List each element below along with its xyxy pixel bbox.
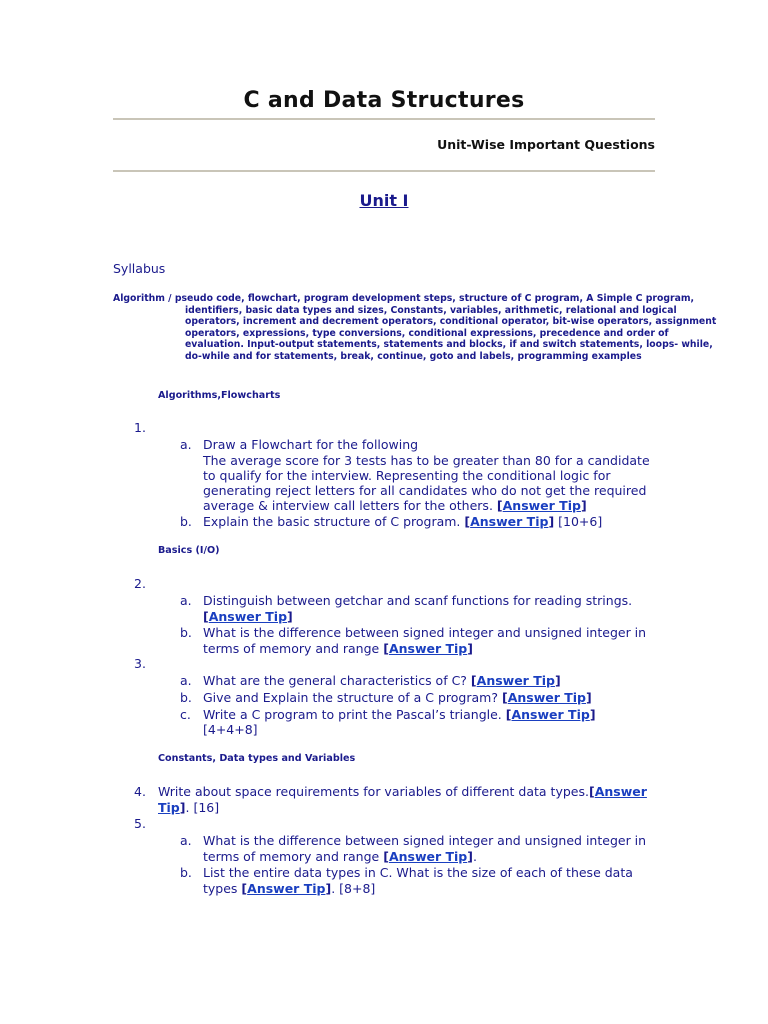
q2b-last-line: terms of memory and range [Answer Tip] bbox=[203, 641, 473, 656]
answer-tip-link[interactable]: Answer Tip bbox=[507, 690, 587, 705]
q3c-line: Write a C program to print the Pascal’s triangle. [Answer Tip] bbox=[203, 707, 596, 722]
answer-tip-link[interactable]: Answer Tip bbox=[388, 849, 468, 864]
q1a-last-line: average & interview call letters for the others. [Answer Tip] bbox=[203, 498, 587, 513]
q1b-text: Explain the basic structure of C program. bbox=[203, 514, 461, 529]
section-heading-basics: Basics (I/O) bbox=[158, 545, 220, 556]
section-heading-algorithms: Algorithms,Flowcharts bbox=[158, 390, 281, 401]
q3b-text: Give and Explain the structure of a C program? bbox=[203, 690, 498, 705]
question-number: 4. bbox=[134, 784, 146, 799]
q1-marks: [10+6] bbox=[558, 514, 603, 529]
q3-marks: [4+4+8] bbox=[203, 722, 258, 737]
q5-marks: [8+8] bbox=[339, 881, 376, 896]
q2a-tip-line: [Answer Tip] bbox=[203, 609, 293, 624]
title-divider bbox=[113, 118, 655, 120]
question-number: 2. bbox=[134, 576, 146, 591]
answer-tip-link[interactable]: Answer Tip bbox=[247, 881, 326, 896]
q5b-text: types bbox=[203, 881, 238, 896]
answer-tip-link[interactable]: Answer bbox=[594, 784, 647, 799]
question-number: 3. bbox=[134, 656, 146, 671]
q4-line: Tip]. [16] bbox=[158, 800, 220, 815]
subtitle-divider bbox=[113, 170, 655, 172]
answer-tip-link[interactable]: Answer Tip bbox=[476, 673, 555, 688]
q3c-text: Write a C program to print the Pascal’s triangle. bbox=[203, 707, 502, 722]
unit-heading-link[interactable]: Unit I bbox=[359, 191, 409, 210]
sub-question-letter: a. bbox=[180, 593, 192, 608]
sub-question-letter: b. bbox=[180, 514, 192, 529]
answer-tip-link[interactable]: Tip bbox=[158, 800, 180, 815]
answer-tip-link[interactable]: Answer Tip bbox=[502, 498, 581, 513]
q2b-line: What is the difference between signed integer and unsigned integer in bbox=[203, 625, 647, 640]
q5a-last-line: terms of memory and range [Answer Tip]. bbox=[203, 849, 477, 864]
q3a-line: What are the general characteristics of C? [Answer Tip] bbox=[203, 673, 561, 688]
q3b-line: Give and Explain the structure of a C program? [Answer Tip] bbox=[203, 690, 592, 705]
q1a-line: Draw a Flowchart for the following bbox=[203, 437, 419, 452]
sub-question-letter: b. bbox=[180, 865, 192, 880]
answer-tip-link[interactable]: Answer Tip bbox=[388, 641, 468, 656]
q1a-text: average & interview call letters for the others. bbox=[203, 498, 493, 513]
syllabus-text: Algorithm / pseudo code, flowchart, program development steps, structure of C program, A Simple C program, identifiers, basic data types and sizes, Constants, variables, arithmetic, relational and logical operators, increment and decrement operators, conditional operator, bit-wise operators, assignment operators, expressions, type conversions, conditional expressions, precedence and order of evaluation. Input-output statements, statements and blocks, if and switch statements, loops- while, do-while and for statements, break, continue, goto and labels, programming examples bbox=[113, 293, 717, 362]
sub-question-letter: a. bbox=[180, 833, 192, 848]
q1a-line: to qualify for the interview. Representing the conditional logic for bbox=[203, 468, 611, 483]
q5a-text: terms of memory and range bbox=[203, 849, 380, 864]
q1a-line: generating reject letters for all candidates who do not get the required bbox=[203, 483, 647, 498]
q2a-text: Distinguish between getchar and scanf functions for reading strings. bbox=[203, 593, 633, 608]
q5b-last-line: types [Answer Tip]. [8+8] bbox=[203, 881, 376, 896]
answer-tip-link[interactable]: Answer Tip bbox=[208, 609, 288, 624]
syllabus-heading: Syllabus bbox=[113, 261, 166, 276]
document-subtitle: Unit-Wise Important Questions bbox=[437, 137, 655, 152]
answer-tip-link[interactable]: Answer Tip bbox=[470, 514, 549, 529]
q3a-text: What are the general characteristics of C? bbox=[203, 673, 467, 688]
sub-question-letter: a. bbox=[180, 437, 192, 452]
sub-question-letter: b. bbox=[180, 625, 192, 640]
q5b-line: List the entire data types in C. What is the size of each of these data bbox=[203, 865, 633, 880]
section-heading-constants: Constants, Data types and Variables bbox=[158, 753, 356, 764]
document-title: C and Data Structures bbox=[243, 88, 525, 113]
q5a-line: What is the difference between signed integer and unsigned integer in bbox=[203, 833, 647, 848]
sub-question-letter: c. bbox=[180, 707, 191, 722]
sub-question-letter: b. bbox=[180, 690, 192, 705]
answer-tip-link[interactable]: Answer Tip bbox=[511, 707, 590, 722]
sub-question-letter: a. bbox=[180, 673, 192, 688]
question-number: 1. bbox=[134, 420, 146, 435]
q1b-line: Explain the basic structure of C program. [Answer Tip] [10+6] bbox=[203, 514, 603, 529]
question-number: 5. bbox=[134, 816, 146, 831]
q2b-text: terms of memory and range bbox=[203, 641, 380, 656]
q1a-line: The average score for 3 tests has to be greater than 80 for a candidate bbox=[203, 453, 650, 468]
q4-marks: [16] bbox=[193, 800, 220, 815]
q4-line: Write about space requirements for variables of different data types.[Answer bbox=[158, 784, 647, 799]
q4-text: Write about space requirements for variables of different data types. bbox=[158, 784, 589, 799]
